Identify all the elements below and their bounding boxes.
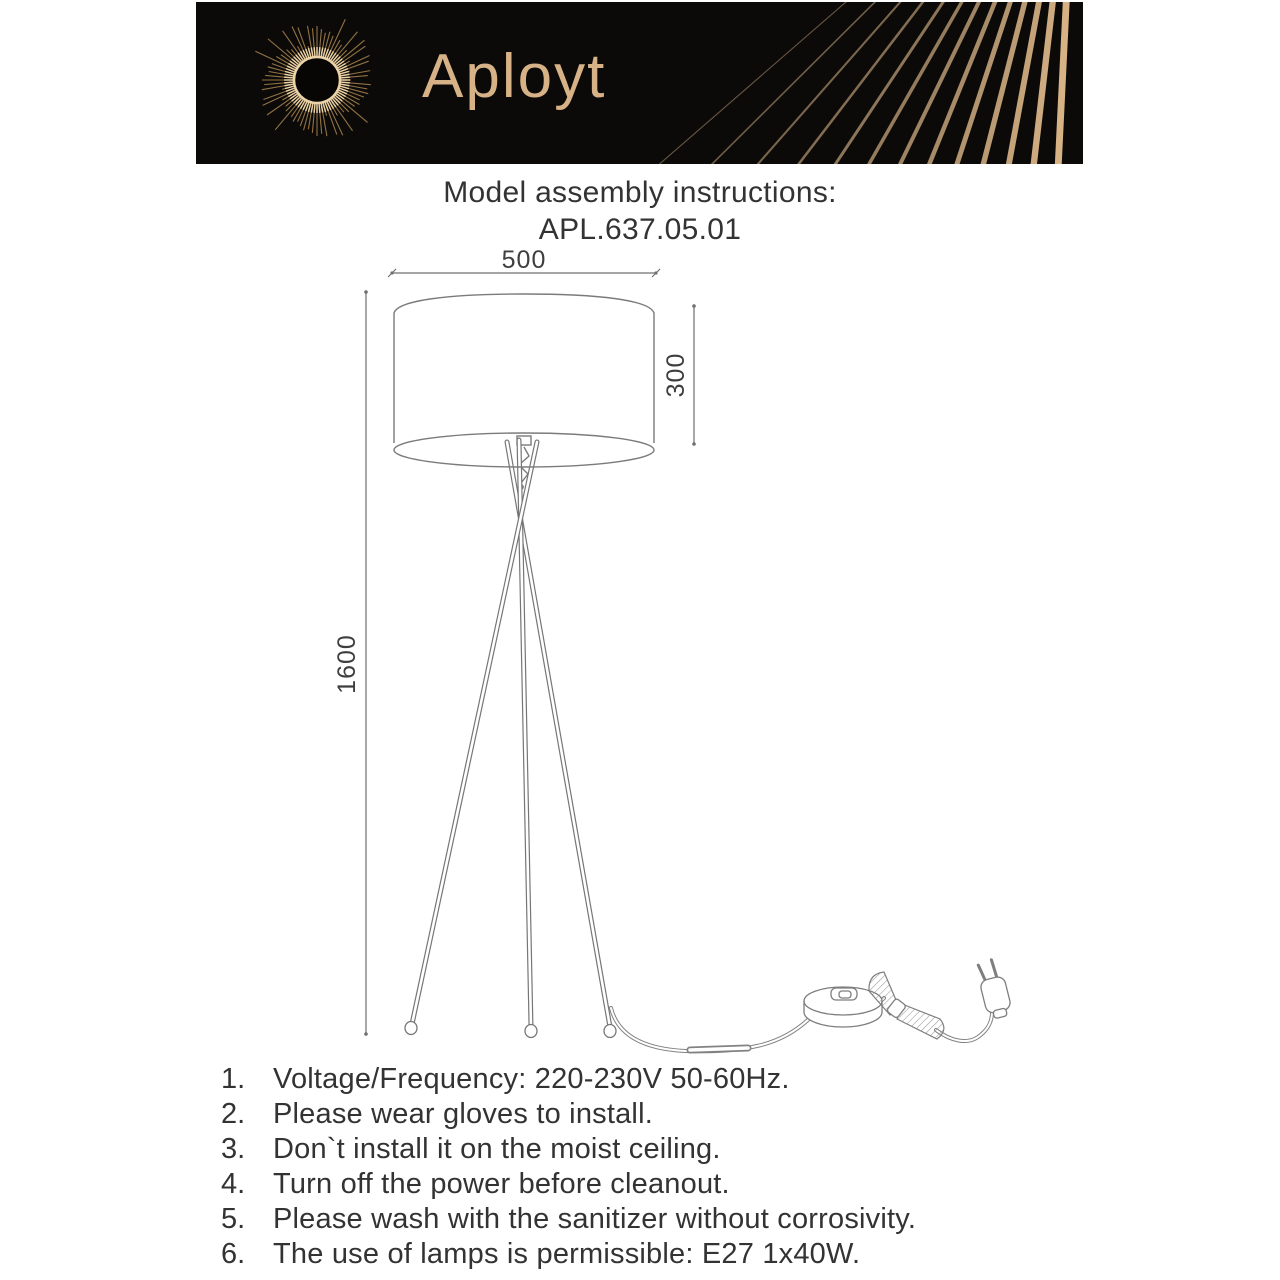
brand-banner — [196, 2, 1083, 164]
list-item — [221, 1202, 916, 1237]
corner-rays-decoration — [653, 2, 1076, 164]
leg-left — [405, 442, 537, 1035]
item-text: Please wear gloves to install. — [273, 1098, 653, 1130]
item-text: Voltage/Frequency: 220-230V 50-60Hz. — [273, 1063, 790, 1095]
brand-logotype: Aployt — [422, 42, 607, 111]
title-line1: Model assembly instructions: — [443, 176, 837, 209]
dim-width-label: 500 — [501, 248, 547, 274]
item-number: 2. — [221, 1098, 246, 1130]
dim-shade-height-label: 300 — [662, 352, 690, 398]
list-item — [221, 1132, 916, 1167]
plug-body — [979, 975, 1011, 1014]
list-item — [221, 1237, 916, 1272]
lamp-technical-drawing — [330, 248, 1060, 1093]
item-text: Turn off the power before cleanout. — [273, 1168, 730, 1200]
sunburst-logo-icon — [255, 19, 370, 136]
leg-foot — [405, 1022, 417, 1035]
item-number: 5. — [221, 1203, 246, 1235]
dimension-width — [388, 248, 660, 277]
leg-foot — [525, 1025, 537, 1038]
list-item — [221, 1167, 916, 1202]
item-text: Please wash with the sanitizer without corrosivity. — [273, 1203, 917, 1235]
page-title — [0, 174, 1280, 248]
item-number: 4. — [221, 1168, 246, 1200]
dim-total-height-label: 1600 — [333, 634, 361, 694]
item-number: 3. — [221, 1133, 246, 1165]
item-text: The use of lamps is permissible: E27 1x40W. — [273, 1238, 861, 1270]
power-plug — [975, 958, 1013, 1020]
lamp-shade — [394, 294, 654, 467]
leg-middle — [519, 440, 537, 1038]
item-number: 1. — [221, 1063, 246, 1095]
item-text: Don`t install it on the moist ceiling. — [273, 1133, 721, 1165]
leg-foot — [604, 1025, 616, 1038]
banner-art — [196, 2, 1083, 164]
title-model-number: APL.637.05.01 — [538, 213, 742, 246]
instruction-list — [221, 1062, 916, 1272]
item-number: 6. — [221, 1238, 246, 1270]
tripod-legs — [405, 440, 616, 1038]
list-item — [221, 1062, 916, 1097]
dimension-shade-height — [662, 304, 696, 446]
list-item — [221, 1097, 916, 1132]
dimension-total-height — [333, 290, 368, 1036]
